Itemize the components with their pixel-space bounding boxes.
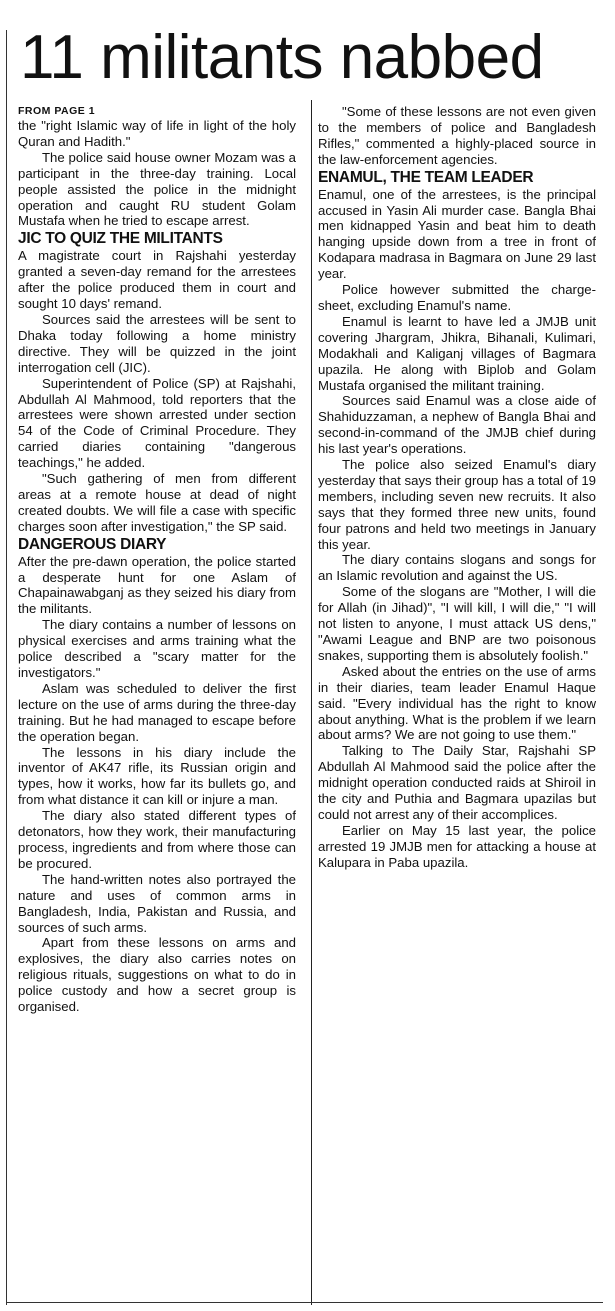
paragraph: Sources said Enamul was a close aide of Shahiduzzaman, a nephew of Bangla Bhai and second-in-command of the JMJB chief during his last year's operations. <box>318 393 596 457</box>
paragraph: Apart from these lessons on arms and explosives, the diary also carries notes on religious rituals, suggestions on what to do in police custody and how a secret group is organised. <box>18 935 296 1015</box>
paragraph: Aslam was scheduled to deliver the first lecture on the use of arms during the three-day training. But he had managed to escape before the operation began. <box>18 680 296 744</box>
paragraph: Enamul, one of the arrestees, is the principal accused in Yasin Ali murder case. Bangla Bhai men kidnapped Yasin and beat him to death hanging upside down from a tree in front of Kodapara madrasa in Bagmara on June 29 last year. <box>318 186 596 282</box>
subheading: ENAMUL, THE TEAM LEADER <box>318 168 534 186</box>
paragraph: The diary also stated different types of detonators, how they work, their manufacturing process, ingredients and from where those can be procured. <box>18 808 296 871</box>
column-divider <box>311 100 312 1305</box>
subheading: DANGEROUS DIARY <box>18 535 167 553</box>
paragraph: After the pre-dawn operation, the police started a desperate hunt for one Aslam of Chapainawabganj as they seized his diary from the militants. <box>18 553 296 617</box>
paragraph: The lessons in his diary include the inventor of AK47 rifle, its Russian origin and types, how it works, how far its bullets go, and from what distance it can kill or injure a man. <box>18 744 296 808</box>
paragraph: Talking to The Daily Star, Rajshahi SP Abdullah Al Mahmood said the police after the midnight operation conducted raids at Shiroil in the city and Puthia and Bagmara upazilas but could not arrest any of their accomplices. <box>318 743 596 822</box>
paragraph: The diary contains a number of lessons on physical exercises and arms training what the police described a "scary matter for the investigators." <box>18 617 296 680</box>
paragraph: Asked about the entries on the use of arms in their diaries, team leader Enamul Haque said. "Every individual has the right to know about anything. What is the problem if we learn about arms? We are not going to use them." <box>318 663 596 743</box>
page-bottom-rule <box>6 1302 603 1303</box>
headline: 11 militants nabbed <box>20 23 544 92</box>
paragraph: The diary contains slogans and songs for an Islamic revolution and against the US. <box>318 552 596 584</box>
paragraph: Sources said the arrestees will be sent to Dhaka today following a home ministry directive. They will be quizzed in the joint interrogation cell (JIC). <box>18 311 296 375</box>
paragraph: Superintendent of Police (SP) at Rajshahi, Abdullah Al Mahmood, told reporters that the arrestees were shown arrested under section 54 of the Code of Criminal Procedure. They carried diaries containing "dangerous teachings," he added. <box>18 375 296 471</box>
paragraph: "Such gathering of men from different areas at a remote house at dead of night created doubts. We will file a case with specific charges soon after investigation," the SP said. <box>18 471 296 534</box>
paragraph: Police however submitted the charge-sheet, excluding Enamul's name. <box>318 282 596 313</box>
right-column-body <box>318 104 596 871</box>
paragraph: "Some of these lessons are not even given to the members of police and Bangladesh Rifles," commented a highly-placed source in the law-enforcement agencies. <box>318 104 596 167</box>
paragraph: A magistrate court in Rajshahi yesterday granted a seven-day remand for the arrestees after the police produced them in court and sought 10 days' remand. <box>18 248 296 312</box>
article-column-left <box>18 104 296 1301</box>
paragraph: the "right Islamic way of life in light of the holy Quran and Hadith." <box>18 118 296 149</box>
kicker-from-page: FROM PAGE 1 <box>18 105 96 117</box>
paragraph: Some of the slogans are "Mother, I will die for Allah (in Jihad)", "I will kill, I will die," "I will not listen to anyone, I must attack US dens," "Awami League and BNP are two poisonous snakes, supporting them is absolutely foolish." <box>318 584 596 663</box>
paragraph: Earlier on May 15 last year, the police arrested 19 JMJB men for attacking a house at Kalupara in Paba upazila. <box>318 822 596 870</box>
page-left-rule <box>6 30 7 1305</box>
paragraph: Enamul is learnt to have led a JMJB unit covering Jhargram, Jhikra, Bihanali, Kulimari, Modakhali and Kaliganj villages of Bagmara upazila. He along with Biplob and Golam Mustafa organised the militant training. <box>318 313 596 393</box>
paragraph: The hand-written notes also portrayed the nature and uses of common arms in Bangladesh, India, Pakistan and Russia, and sources of such arms. <box>18 871 296 935</box>
article-column-right <box>318 104 596 1301</box>
paragraph: The police also seized Enamul's diary yesterday that says their group has a total of 19 members, including seven new recruits. It also says that they formed three new units, found four patrons and held two meetings in January this year. <box>318 457 596 552</box>
subheading: JIC TO QUIZ THE MILITANTS <box>18 230 223 248</box>
left-column-body <box>18 118 296 1015</box>
paragraph: The police said house owner Mozam was a participant in the three-day training. Local people assisted the police in the midnight operation and caught RU student Golam Mustafa when he tried to escape arrest. <box>18 149 296 229</box>
